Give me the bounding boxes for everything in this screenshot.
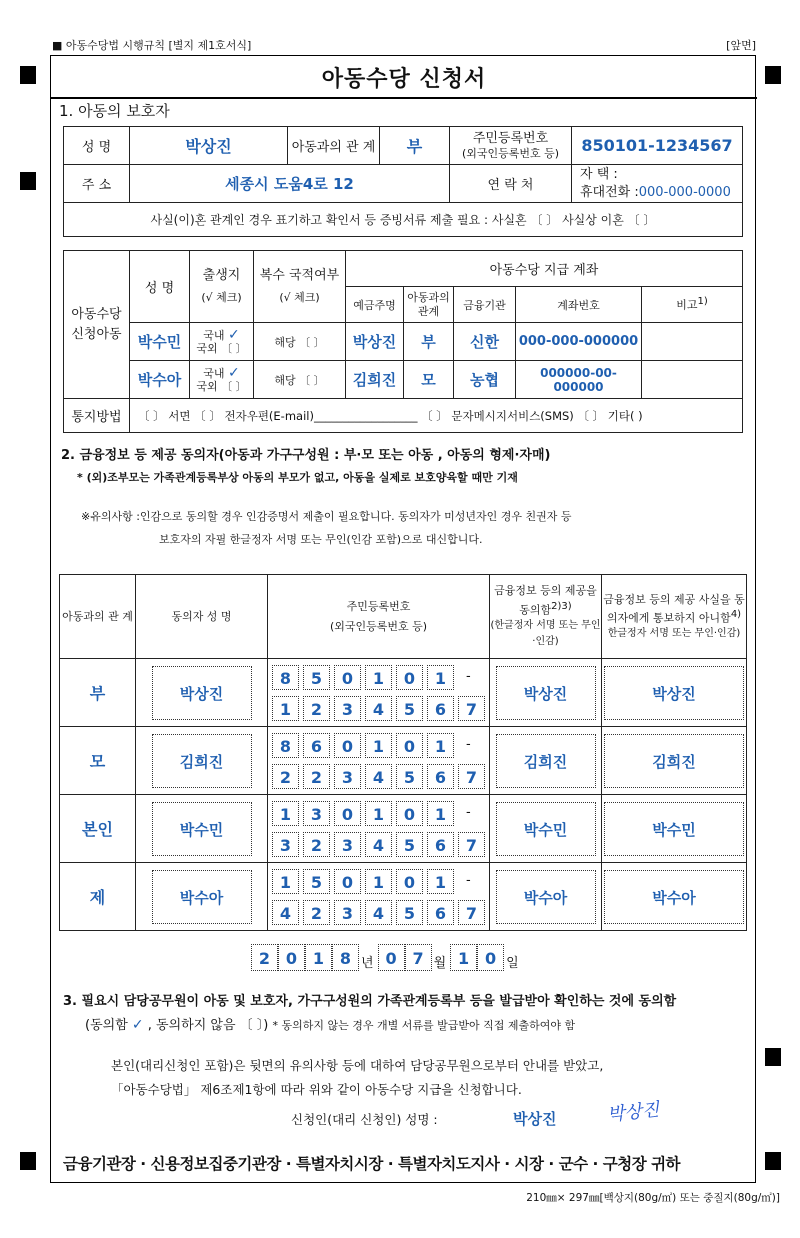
disagree-note: * 동의하지 않는 경우 개별 서류를 발급받아 직접 제출하여야 함 — [272, 1019, 576, 1032]
year-label: 년 — [361, 956, 374, 971]
birth-header-sub: (√ 체크) — [201, 290, 242, 304]
consent-relation: 부 — [60, 659, 136, 727]
section1-heading: 1. 아동의 보호자 — [59, 102, 170, 120]
rrn-digit[interactable]: 1 — [365, 665, 392, 690]
rrn-label-sub: (외국인등록번호 등) — [461, 146, 560, 160]
rrn-digit[interactable]: 0 — [334, 665, 361, 690]
children-side-label: 아동수당 신청아동 — [64, 251, 130, 399]
child-name: 박수아 — [130, 361, 190, 399]
rrn-digit[interactable]: 2 — [303, 832, 330, 857]
rrn-digit[interactable]: 1 — [365, 733, 392, 758]
page-side: [앞면] — [726, 39, 756, 52]
rrn-digit[interactable]: 4 — [365, 764, 392, 789]
abroad-checkbox[interactable]: 〔 〕 — [221, 341, 247, 355]
rrn-digit[interactable]: 1 — [427, 733, 454, 758]
consent-row — [60, 659, 747, 727]
holder-name: 김희진 — [346, 361, 404, 399]
consent-agree-header — [490, 575, 602, 659]
consent-relation: 본인 — [60, 795, 136, 863]
consent-rrn-cell: 1 3 0 1 0 1 - 3 2 3 4 5 6 7 — [268, 795, 490, 863]
remark-sup: 1) — [697, 296, 708, 308]
consent-name-cell — [136, 795, 268, 863]
rrn-digit[interactable]: 6 — [303, 733, 330, 758]
notify-label: 통지방법 — [64, 399, 130, 433]
consent-agree-cell — [490, 659, 602, 727]
rrn-digit[interactable]: 0 — [396, 665, 423, 690]
signer-label: 신청인(대리 신청인) 성명 : — [291, 1112, 438, 1127]
consent-name[interactable]: 박상진 — [152, 666, 252, 720]
accno-header: 계좌번호 — [516, 287, 642, 323]
guardian-name: 박상진 — [130, 127, 288, 165]
consent-name-header: 동의자 성 명 — [136, 575, 268, 659]
registration-mark — [20, 1152, 36, 1170]
contact-label: 연 락 처 — [450, 165, 572, 203]
rrn-digit[interactable]: 1 — [272, 801, 299, 826]
remark-cell — [642, 323, 743, 361]
holder-header: 예금주명 — [346, 287, 404, 323]
consent-agree-sup: 2)3) — [551, 600, 572, 612]
registration-mark — [765, 1048, 781, 1066]
rrn-label — [450, 127, 572, 165]
caution-line1: ※유의사항 :인감으로 동의할 경우 인감증명서 제출이 필요합니다. 동의자가 미성년자인 경우 친권자 등 — [81, 510, 572, 523]
handwritten-signature: 박상진 — [606, 1099, 661, 1126]
registration-mark — [20, 66, 36, 84]
month-digit[interactable]: 0 — [378, 944, 405, 971]
consent-rrn-cell: 8 5 0 1 0 1 - 1 2 3 4 5 6 7 — [268, 659, 490, 727]
consent-rrn-cell: 8 6 0 1 0 1 - 2 2 3 4 5 6 7 — [268, 727, 490, 795]
consent-notify-text: 금융정보 등의 제공 사실을 동의자에게 통보하지 아니함 — [603, 593, 745, 625]
section3-options — [85, 1014, 575, 1033]
rrn-digit[interactable]: 4 — [272, 900, 299, 925]
agree-check-icon[interactable]: ✓ — [131, 1017, 144, 1033]
remark-header-text: 비고 — [676, 298, 698, 312]
holder-rel-header: 아동과의 관계 — [404, 287, 454, 323]
rrn-digit[interactable]: 3 — [303, 801, 330, 826]
rrn-digit[interactable]: 2 — [303, 696, 330, 721]
consent-rrn-text: 주민등록번호 — [346, 599, 411, 613]
consent-name-cell — [136, 659, 268, 727]
application-date — [251, 944, 523, 971]
name-label: 성 명 — [64, 127, 130, 165]
consent-notify-cell — [602, 659, 747, 727]
rrn-digit[interactable]: 7 — [458, 696, 485, 721]
year-digit[interactable]: 1 — [305, 944, 332, 971]
consent-notify-sub: 한글정자 서명 또는 무인·인감) — [607, 627, 741, 639]
consent-row — [60, 863, 747, 931]
rrn-digit[interactable]: 8 — [272, 733, 299, 758]
disagree-label[interactable]: , 동의하지 않음 〔 〕) — [147, 1018, 269, 1033]
rrn-digit[interactable]: 6 — [427, 900, 454, 925]
consent-rrn-header — [268, 575, 490, 659]
recipient-line: 금융기관장 · 신용정보집중기관장 · 특별자치시장 · 특별자치도지사 · 시장 · 군수 · 구청장 귀하 — [63, 1155, 681, 1173]
rrn-digit[interactable]: 5 — [396, 832, 423, 857]
caution-line2: 보호자의 자필 한글정자 서명 또는 무인(인감 포함)으로 대신합니다. — [159, 533, 483, 546]
multi-check[interactable]: 해당 〔 〕 — [254, 323, 346, 361]
bank-name: 신한 — [454, 323, 516, 361]
birth-check[interactable] — [190, 323, 254, 361]
month-digit[interactable]: 7 — [405, 944, 432, 971]
guardian-relation: 부 — [380, 127, 450, 165]
consent-notify-cell — [602, 795, 747, 863]
marriage-note: 사실(이)혼 관계인 경우 표기하고 확인서 등 증빙서류 제출 필요 : 사실혼 〔 〕 사실상 이혼 〔 〕 — [64, 203, 743, 237]
multi-header-text: 복수 국적여부 — [259, 267, 340, 283]
day-label: 일 — [506, 956, 519, 971]
paper-spec: 210㎜× 297㎜[백상지(80g/㎡) 또는 중질지(80g/㎡)] — [526, 1192, 780, 1204]
children-table — [63, 250, 743, 433]
domestic-label: 국내 — [203, 366, 225, 380]
consent-agree-cell — [490, 727, 602, 795]
section2-heading: 2. 금융정보 등 제공 동의자(아동과 가구구성원 : 부·모 또는 아동 , 아동의 형제·자매) — [61, 448, 551, 463]
consent-notify-signature[interactable]: 김희진 — [604, 734, 744, 788]
consent-agree-signature[interactable]: 박수민 — [496, 802, 596, 856]
rrn-digit[interactable]: 2 — [272, 764, 299, 789]
rrn-digit[interactable]: 5 — [396, 696, 423, 721]
holder-name: 박상진 — [346, 323, 404, 361]
rrn-digit[interactable]: 3 — [334, 832, 361, 857]
abroad-label: 국외 — [196, 341, 218, 355]
multi-header-sub: (√ 체크) — [279, 290, 320, 304]
grandparent-note: * (외)조부모는 가족관계등록부상 아동의 부모가 없고, 아동을 실제로 보호양육할 때만 기재 — [77, 471, 518, 484]
consent-name-cell — [136, 863, 268, 931]
rrn-label-text: 주민등록번호 — [472, 130, 549, 146]
year-digit[interactable]: 2 — [251, 944, 278, 971]
rrn-digit[interactable]: 7 — [458, 900, 485, 925]
rrn-digit[interactable]: 8 — [272, 665, 299, 690]
account-header: 아동수당 지급 계좌 — [346, 251, 743, 287]
rrn-digit[interactable]: 3 — [334, 696, 361, 721]
birth-check[interactable] — [190, 361, 254, 399]
guardian-rrn: 850101-1234567 — [572, 127, 743, 165]
rrn-digit[interactable]: 0 — [334, 869, 361, 894]
rrn-digit[interactable]: 1 — [427, 869, 454, 894]
day-digit[interactable]: 1 — [450, 944, 477, 971]
rrn-digit[interactable]: 2 — [303, 900, 330, 925]
rrn-digit[interactable]: 5 — [303, 665, 330, 690]
consent-notify-cell — [602, 727, 747, 795]
rrn-digit[interactable]: 4 — [365, 696, 392, 721]
rrn-digit[interactable]: 4 — [365, 900, 392, 925]
birth-header-text: 출생지 — [202, 267, 241, 283]
account-number: 000000-00-000000 — [516, 361, 642, 399]
mobile-label: 휴대전화 : — [580, 184, 639, 200]
agree-label: (동의함 — [85, 1018, 128, 1033]
rrn-digit[interactable]: 0 — [396, 801, 423, 826]
abroad-label: 국외 — [196, 379, 218, 393]
domestic-check-icon[interactable]: ✓ — [228, 326, 240, 343]
child-row — [64, 361, 743, 399]
declaration-line2: 「아동수당법」 제6조제1항에 따라 위와 같이 아동수당 지급을 신청합니다. — [111, 1082, 522, 1097]
rrn-digit[interactable]: 1 — [272, 869, 299, 894]
rrn-digit[interactable]: 4 — [365, 832, 392, 857]
rrn-digit[interactable]: 0 — [396, 733, 423, 758]
rrn-digit[interactable]: 7 — [458, 832, 485, 857]
rrn-digit[interactable]: 1 — [427, 665, 454, 690]
mobile-value: 000-000-0000 — [638, 184, 731, 200]
rrn-digit[interactable]: 0 — [334, 733, 361, 758]
remark-cell — [642, 361, 743, 399]
rrn-digit[interactable]: 3 — [334, 900, 361, 925]
rrn-digit[interactable]: 0 — [396, 869, 423, 894]
consent-relation: 제 — [60, 863, 136, 931]
guardian-table — [63, 126, 743, 237]
child-name: 박수민 — [130, 323, 190, 361]
year-digit[interactable]: 0 — [278, 944, 305, 971]
consent-name[interactable]: 김희진 — [152, 734, 252, 788]
rrn-digit[interactable]: 5 — [396, 900, 423, 925]
form-frame — [50, 55, 756, 1183]
consent-row — [60, 727, 747, 795]
form-code: ■ 아동수당법 시행규칙 [별지 제1호서식] — [52, 39, 252, 52]
rrn-digit[interactable]: 5 — [303, 869, 330, 894]
rrn-digit[interactable]: 3 — [334, 764, 361, 789]
rrn-digit[interactable]: 1 — [427, 801, 454, 826]
multi-check[interactable]: 해당 〔 〕 — [254, 361, 346, 399]
section3-heading: 3. 필요시 담당공무원이 아동 및 보호자, 가구구성원의 가족관계등록부 등을 발급받아 확인하는 것에 동의함 — [63, 994, 677, 1009]
rrn-digit[interactable]: 3 — [272, 832, 299, 857]
abroad-checkbox[interactable]: 〔 〕 — [221, 379, 247, 393]
rrn-digit[interactable]: 7 — [458, 764, 485, 789]
consent-name[interactable]: 박수민 — [152, 802, 252, 856]
rrn-digit[interactable]: 5 — [396, 764, 423, 789]
guardian-address: 세종시 도움4로 12 — [130, 165, 450, 203]
consent-relation: 모 — [60, 727, 136, 795]
consent-agree-text: 금융정보 등의 제공을 동의함 — [494, 583, 597, 617]
consent-agree-cell — [490, 795, 602, 863]
title-divider — [51, 97, 757, 99]
month-label: 월 — [433, 956, 447, 971]
day-digit[interactable]: 0 — [477, 944, 504, 971]
consent-name[interactable]: 박수아 — [152, 870, 252, 924]
registration-mark — [765, 66, 781, 84]
consent-agree-signature[interactable]: 박상진 — [496, 666, 596, 720]
consent-agree-signature[interactable]: 김희진 — [496, 734, 596, 788]
remark-header — [642, 287, 743, 323]
rrn-digit[interactable]: 2 — [303, 764, 330, 789]
consent-notify-sup: 4) — [730, 609, 742, 621]
consent-name-cell — [136, 727, 268, 795]
child-row — [64, 323, 743, 361]
form-title: 아동수당 신청서 — [321, 67, 487, 92]
consent-rrn-sub: (외국인등록번호 등) — [329, 619, 428, 633]
signer-name[interactable]: 박상진 — [513, 1110, 557, 1128]
consent-notify-signature[interactable]: 박상진 — [604, 666, 744, 720]
consent-rrn-cell: 1 5 0 1 0 1 - 4 2 3 4 5 6 7 — [268, 863, 490, 931]
home-phone-label: 자 택 : — [580, 166, 618, 182]
rrn-digit[interactable]: 1 — [272, 696, 299, 721]
bank-name: 농협 — [454, 361, 516, 399]
rrn-digit[interactable]: 1 — [365, 801, 392, 826]
rrn-digit[interactable]: 1 — [365, 869, 392, 894]
notify-options[interactable]: 〔 〕 서면 〔 〕 전자우편(E-mail)__________________ 〔 〕 문자메시지서비스(SMS) 〔 〕 기타( ) — [130, 399, 743, 433]
consent-agree-signature[interactable]: 박수아 — [496, 870, 596, 924]
consent-notify-signature[interactable]: 박수민 — [604, 802, 744, 856]
relation-label: 아동과의 관 계 — [288, 127, 380, 165]
consent-notify-signature[interactable]: 박수아 — [604, 870, 744, 924]
consent-row — [60, 795, 747, 863]
holder-relation: 모 — [404, 361, 454, 399]
rrn-digit[interactable]: 0 — [334, 801, 361, 826]
consent-notify-header — [602, 575, 747, 659]
domestic-check-icon[interactable]: ✓ — [228, 364, 240, 381]
consent-agree-cell — [490, 863, 602, 931]
consent-table — [59, 574, 747, 931]
contact-cell — [572, 165, 743, 203]
registration-mark — [20, 172, 36, 190]
consent-agree-sub: (한글정자 서명 또는 무인·인감) — [490, 620, 601, 648]
rrn-digit[interactable]: 6 — [427, 696, 454, 721]
registration-mark — [765, 1152, 781, 1170]
rrn-digit[interactable]: 6 — [427, 832, 454, 857]
account-number: 000-000-000000 — [516, 323, 642, 361]
multi-header — [254, 251, 346, 323]
holder-relation: 부 — [404, 323, 454, 361]
address-label: 주 소 — [64, 165, 130, 203]
child-name-header: 성 명 — [130, 251, 190, 323]
year-digit[interactable]: 8 — [332, 944, 359, 971]
rrn-digit[interactable]: 6 — [427, 764, 454, 789]
domestic-label: 국내 — [203, 328, 225, 342]
consent-rel-header: 아동과의 관 계 — [60, 575, 136, 659]
bank-header: 금융기관 — [454, 287, 516, 323]
declaration-line1: 본인(대리신청인 포함)은 뒷면의 유의사항 등에 대하여 담당공무원으로부터 안내를 받았고, — [111, 1058, 604, 1073]
birth-header — [190, 251, 254, 323]
consent-notify-cell — [602, 863, 747, 931]
